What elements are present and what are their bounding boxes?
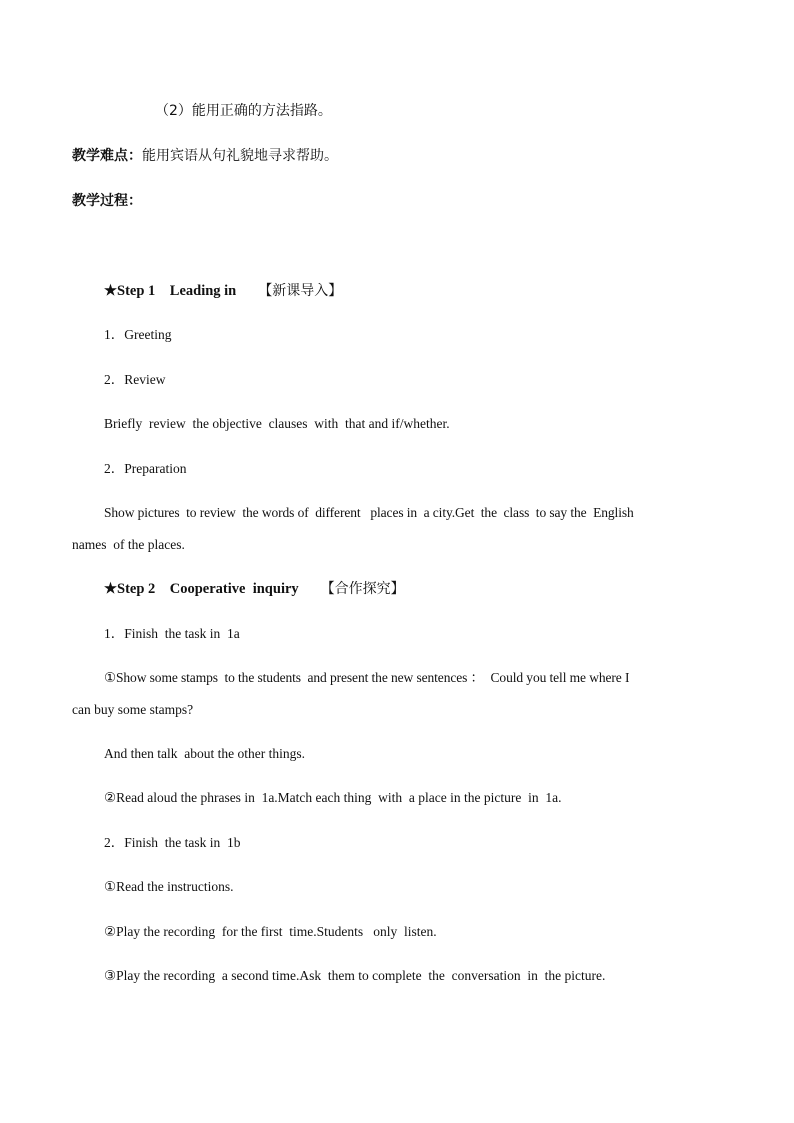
step1-item-preparation: 2．Preparation <box>104 461 187 476</box>
step1-review-text: Briefly review the objective clauses with that and if/whether. <box>104 416 450 431</box>
step2-cn-title: 【合作探究】 <box>320 581 405 597</box>
step2-1b-text-c: ③Play the recording a second time.Ask them to complete the conversation in the picture. <box>104 968 606 983</box>
teaching-difficulty <box>72 146 338 166</box>
teaching-difficulty-text: 能用宾语从句礼貌地寻求帮助。 <box>142 148 338 164</box>
step1-item-greeting: 1．Greeting <box>104 327 172 342</box>
step2-1a-text-a1: ①Show some stamps to the students and present the new sentences ： Could you tell me where I <box>104 670 630 685</box>
teaching-difficulty-label: 教学难点： <box>72 148 142 164</box>
step2-1b-text-b: ②Play the recording for the first time.Students only listen. <box>104 924 437 939</box>
step1-preparation-text-b: names of the places. <box>72 537 185 552</box>
step2-1a-text-b: And then talk about the other things. <box>104 746 305 761</box>
objective-2: （2）能用正确的方法指路。 <box>155 103 332 119</box>
step2-1b-text-a: ①Read the instructions. <box>104 879 234 894</box>
step1-cn-title: 【新课导入】 <box>258 283 343 299</box>
step2-title: ★Step 2 Cooperative inquiry <box>104 581 299 597</box>
teaching-process-heading: 教学过程： <box>72 193 142 209</box>
step2-item-1b: 2．Finish the task in 1b <box>104 835 241 850</box>
step2-1a-text-c: ②Read aloud the phrases in 1a.Match each thing with a place in the picture in 1a. <box>104 790 562 805</box>
step1-item-review: 2．Review <box>104 372 166 387</box>
step1-preparation-text-a: Show pictures to review the words of different places in a city.Get the class to say the English <box>104 505 634 520</box>
step1-title: ★Step 1 Leading in <box>104 283 237 299</box>
step2-item-1a: 1．Finish the task in 1a <box>104 626 240 641</box>
step2-heading <box>104 579 405 599</box>
step2-1a-text-a2: can buy some stamps? <box>72 702 194 717</box>
step1-heading <box>104 281 342 301</box>
